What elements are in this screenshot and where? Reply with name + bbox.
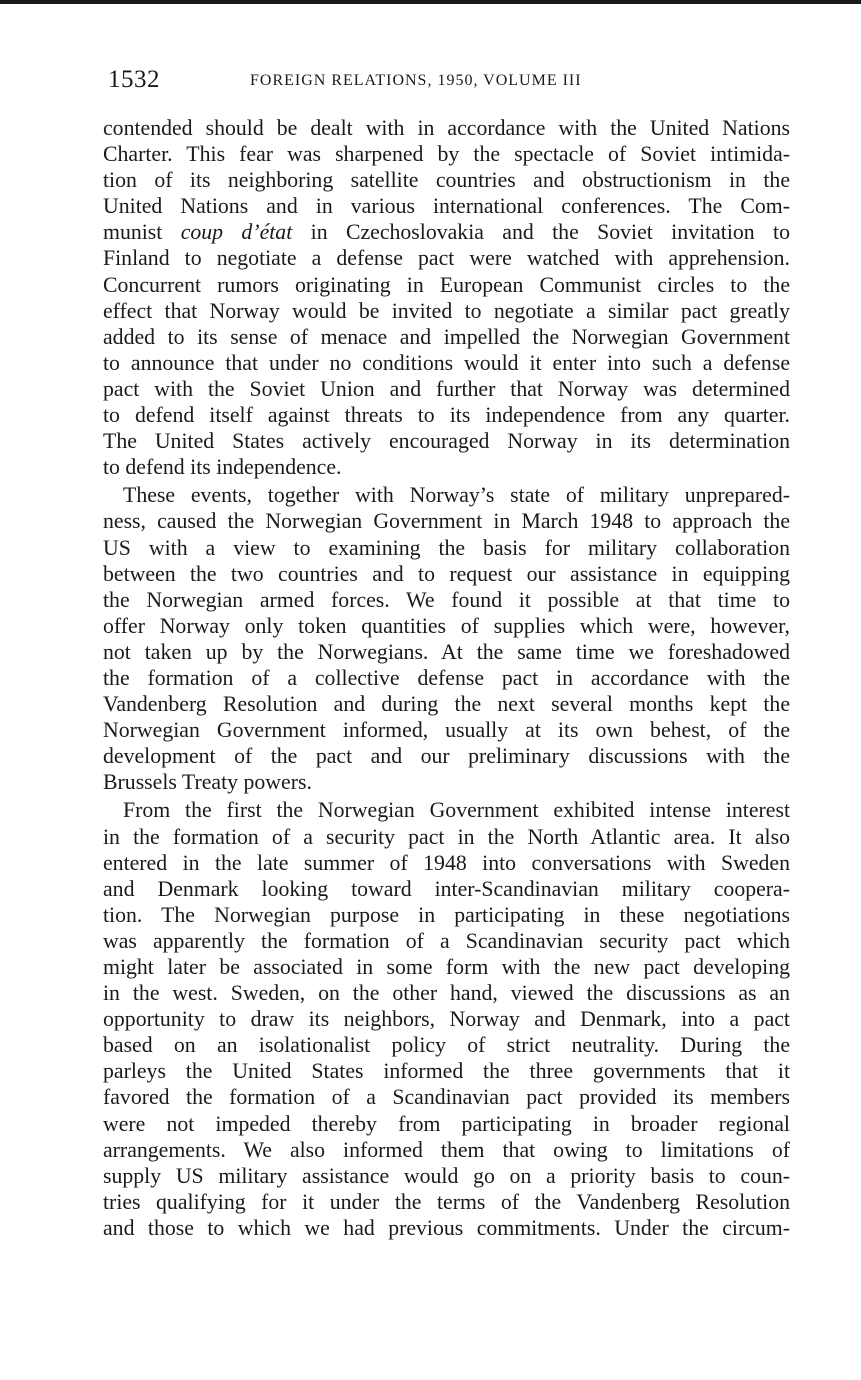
text-line: in the formation of a security pact in the North Atlantic area. It also bbox=[103, 824, 790, 849]
text-line: between the two countries and to request our assistance in equipping bbox=[103, 561, 790, 586]
text-line: entered in the late summer of 1948 into conversations with Sweden bbox=[103, 850, 790, 875]
text-line: tion of its neighboring satellite countries and obstructionism in the bbox=[103, 168, 790, 193]
text-run: in Czechoslovakia and the Soviet invitation to bbox=[292, 220, 791, 245]
text-line: From the first the Norwegian Government exhibited intense interest bbox=[123, 798, 790, 823]
text-line: in the west. Sweden, on the other hand, viewed the discussions as an bbox=[103, 981, 790, 1006]
text-line: tion. The Norwegian purpose in participating in these negotiations bbox=[103, 902, 790, 927]
page-header bbox=[108, 66, 788, 96]
text-line: supply US military assistance would go on a priority basis to coun- bbox=[103, 1163, 790, 1188]
text-line: tries qualifying for it under the terms of the Vandenberg Resolution bbox=[103, 1189, 790, 1214]
text-line: These events, together with Norway’s state of military unprepared- bbox=[123, 483, 790, 508]
text-line: parleys the United States informed the three governments that it bbox=[103, 1059, 790, 1084]
text-line: favored the formation of a Scandinavian pact provided its members bbox=[103, 1085, 790, 1110]
top-border-rule bbox=[0, 0, 861, 4]
text-line: were not impeded thereby from participating in broader regional bbox=[103, 1111, 790, 1136]
text-line: and Denmark looking toward inter-Scandinavian military coopera- bbox=[103, 876, 790, 901]
paragraph bbox=[103, 797, 790, 1241]
text-line: pact with the Soviet Union and further that Norway was determined bbox=[103, 376, 790, 401]
text-line: ness, caused the Norwegian Government in March 1948 to approach the bbox=[103, 509, 790, 534]
text-line: not taken up by the Norwegians. At the same time we foreshadowed bbox=[103, 639, 790, 664]
text-line: Charter. This fear was sharpened by the spectacle of Soviet intimida- bbox=[103, 142, 790, 167]
text-line: Concurrent rumors originating in European Communist circles to the bbox=[103, 272, 790, 297]
text-line: and those to which we had previous commitments. Under the circum- bbox=[103, 1215, 790, 1240]
text-line: The United States actively encouraged Norway in its determination bbox=[103, 429, 790, 454]
text-line: offer Norway only token quantities of supplies which were, however, bbox=[103, 613, 790, 638]
text-line: Brussels Treaty powers. bbox=[103, 770, 312, 795]
text-line: to defend its independence. bbox=[103, 455, 342, 480]
running-head: FOREIGN RELATIONS, 1950, VOLUME III bbox=[250, 72, 582, 89]
text-line: based on an isolationalist policy of strict neutrality. During the bbox=[103, 1033, 790, 1058]
text-run: munist bbox=[103, 220, 181, 245]
body-text bbox=[103, 115, 790, 1241]
text-line: contended should be dealt with in accordance with the United Nations bbox=[103, 116, 790, 140]
text-line: might later be associated in some form with the new pact developing bbox=[103, 955, 790, 979]
text-line: the formation of a collective defense pact in accordance with the bbox=[103, 665, 790, 690]
text-line: effect that Norway would be invited to negotiate a similar pact greatly bbox=[103, 298, 790, 323]
text-line: Finland to negotiate a defense pact were watched with apprehension. bbox=[103, 246, 790, 271]
text-line: Norwegian Government informed, usually at its own behest, of the bbox=[103, 718, 790, 743]
text-line: to announce that under no conditions would it enter into such a defense bbox=[103, 350, 790, 375]
paragraph bbox=[103, 482, 790, 795]
text-line: added to its sense of menace and impelled the Norwegian Government bbox=[103, 324, 790, 349]
text-line: the Norwegian armed forces. We found it possible at that time to bbox=[103, 587, 790, 612]
text-line: development of the pact and our preliminary discussions with the bbox=[103, 744, 790, 769]
text-line: was apparently the formation of a Scandinavian security pact which bbox=[103, 928, 790, 953]
text-line: opportunity to draw its neighbors, Norway and Denmark, into a pact bbox=[103, 1007, 790, 1032]
paragraph bbox=[103, 115, 790, 480]
text-line: US with a view to examining the basis for military collaboration bbox=[103, 535, 790, 560]
italic-phrase: coup d’état bbox=[180, 220, 293, 245]
text-line: Vandenberg Resolution and during the next several months kept the bbox=[103, 692, 790, 717]
text-line: arrangements. We also informed them that owing to limitations of bbox=[103, 1137, 790, 1162]
text-line: to defend itself against threats to its independence from any quarter. bbox=[103, 403, 790, 428]
page-number: 1532 bbox=[108, 66, 160, 93]
text-line bbox=[103, 219, 790, 245]
text-line: United Nations and in various international conferences. The Com- bbox=[103, 194, 790, 219]
